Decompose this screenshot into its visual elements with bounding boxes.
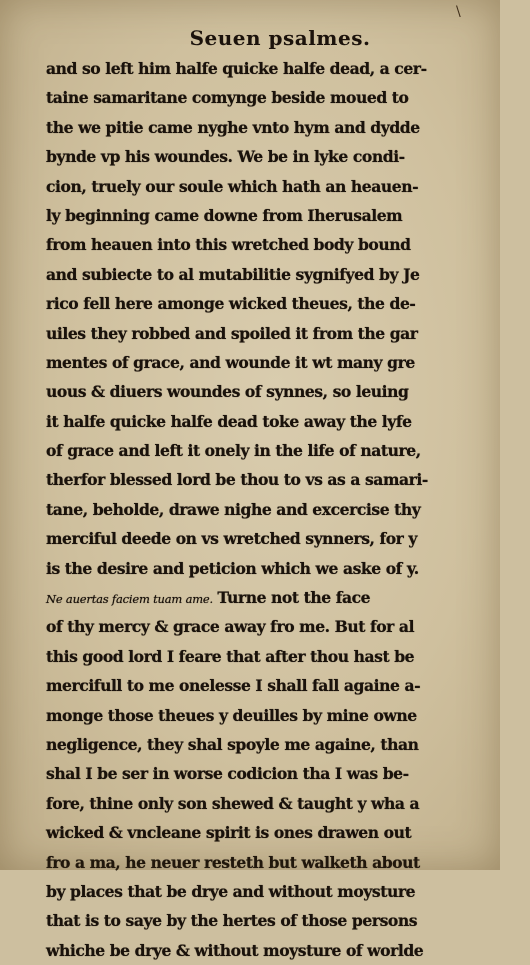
text-line: whiche be drye & without moysture of worlde (46, 940, 424, 960)
text-line: wicked & vncleane spirit is ones drawen out (46, 823, 412, 843)
text-line: rico fell here amonge wicked theues, the de- (46, 294, 416, 314)
text-line: mercifull to me onelesse I shall fall againe a- (46, 676, 421, 696)
text-line: taine samaritane comynge beside moued to (46, 88, 409, 108)
text-line: uiles they robbed and spoiled it from the gar (46, 323, 418, 343)
text-line: shal I be ser in worse codicion tha I was be- (46, 764, 409, 784)
vernacular-translation: Turne not the face (217, 588, 371, 608)
text-line: and so left him halfe quicke halfe dead, a cer- (46, 59, 427, 78)
text-line: merciful deede on vs wretched synners, for y (46, 529, 418, 549)
text-line: it halfe quicke halfe dead toke away the lyfe (46, 411, 412, 431)
text-line: therfor blessed lord be thou to vs as a samari- (46, 470, 428, 490)
latin-verse: Ne auertas faciem tuam ame. (46, 592, 213, 607)
text-line: mentes of grace, and wounde it wt many gre (46, 352, 415, 372)
text-line: of thy mercy & grace away fro me. But for al (46, 617, 415, 637)
text-line: monge those theues y deuilles by mine owne (46, 705, 417, 725)
corner-mark: \ (456, 4, 461, 20)
text-line: uous & diuers woundes of synnes, so leuing (46, 382, 409, 402)
running-head: Seuen psalmes. (189, 26, 371, 50)
text-line: fro a ma, he neuer resteth but walketh about (46, 852, 420, 872)
text-line: negligence, they shal spoyle me againe, than (46, 734, 419, 754)
latin-verse-line (46, 583, 478, 612)
body-text (46, 54, 478, 965)
text-line: by places that be drye and without moysture (46, 881, 416, 901)
text-line: tane, beholde, drawe nighe and excercise thy (46, 499, 421, 519)
text-line: from heauen into this wretched body bound (46, 235, 411, 255)
text-line: is the desire and peticion which we aske of y. (46, 558, 419, 578)
text-line: that is to saye by the hertes of those persons (46, 911, 418, 931)
text-line: this good lord I feare that after thou hast be (46, 646, 415, 666)
text-line: cion, truely our soule which hath an heauen- (46, 176, 419, 196)
text-line: fore, thine only son shewed & taught y wha a (46, 793, 420, 813)
text-line: the we pitie came nyghe vnto hym and dydde (46, 117, 420, 137)
text-line: and subiecte to al mutabilitie sygnifyed by Je (46, 264, 420, 284)
text-line: ly beginning came downe from Iherusalem (46, 205, 403, 225)
text-line: bynde vp his woundes. We be in lyke condi- (46, 147, 405, 167)
text-line: of grace and left it onely in the life of nature, (46, 441, 421, 461)
